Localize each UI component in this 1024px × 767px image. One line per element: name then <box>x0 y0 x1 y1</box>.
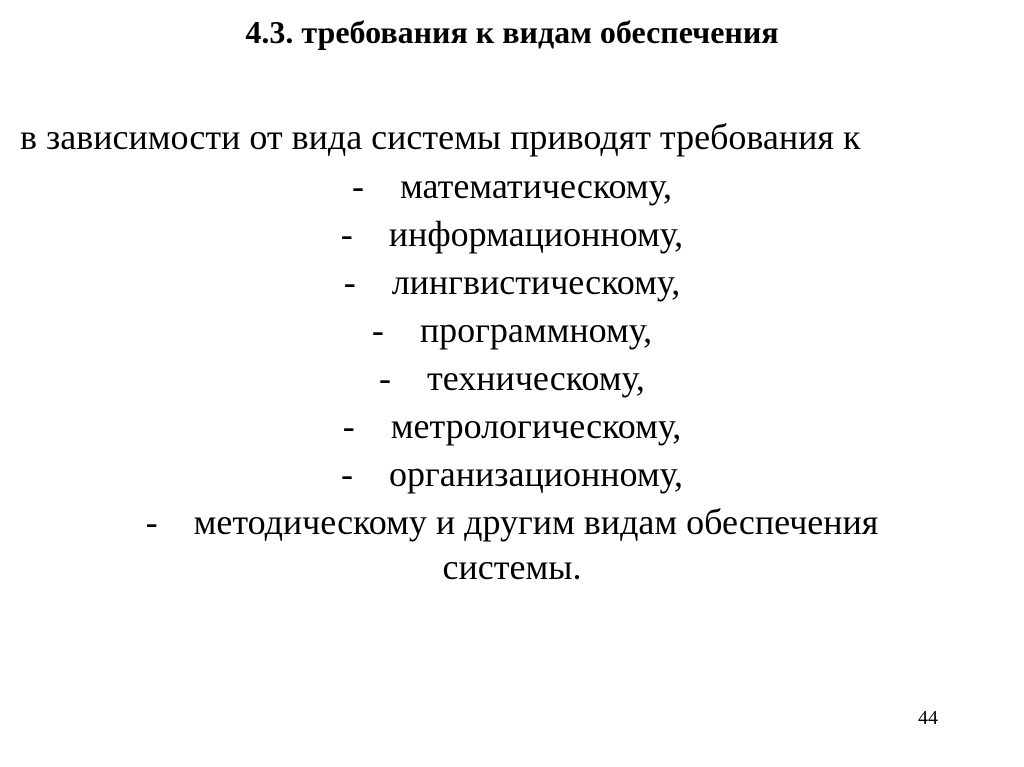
list-item-text: методическому и другим видам обеспечения <box>193 502 879 542</box>
list-item <box>0 258 1024 306</box>
list-item-text: метрологическому, <box>390 406 682 446</box>
list-bullet: - <box>145 502 158 542</box>
list-bullet: - <box>343 262 356 302</box>
list-item-text: техническому, <box>427 358 645 398</box>
list-item <box>0 210 1024 258</box>
list-item-text: информационному, <box>388 214 684 254</box>
list-bullet: - <box>379 358 392 398</box>
list-item <box>0 498 1024 546</box>
list-bullet: - <box>340 454 353 494</box>
list-item-text: лингвистическому, <box>391 262 681 302</box>
list-item <box>0 402 1024 450</box>
list-bullet: - <box>371 310 384 350</box>
list-item <box>0 450 1024 498</box>
list-item-text: программному, <box>419 310 653 350</box>
intro-text: в зависимости от вида системы приводят требования к <box>20 117 861 157</box>
list-bullet: - <box>342 406 355 446</box>
slide-title: 4.3. требования к видам обеспечения <box>245 14 779 50</box>
list-bullet: - <box>352 166 364 206</box>
list-continuation: системы. <box>442 547 582 587</box>
list-item <box>0 354 1024 402</box>
page-number: 44 <box>918 707 938 729</box>
list-bullet: - <box>340 214 353 254</box>
list-item <box>0 162 1024 210</box>
list-item <box>0 306 1024 354</box>
requirements-list <box>0 162 1024 546</box>
list-item-text: математическому, <box>400 166 672 206</box>
list-item-text: организационному, <box>388 454 684 494</box>
